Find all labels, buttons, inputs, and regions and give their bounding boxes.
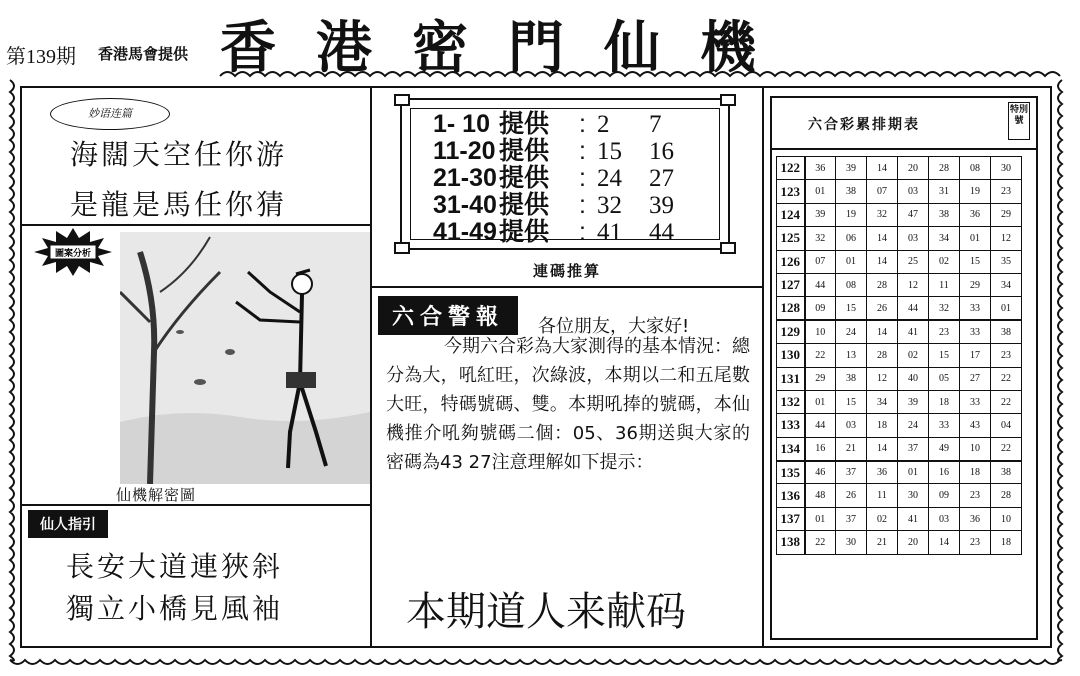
table-row (777, 437, 1022, 460)
number-cell: 13 (836, 344, 867, 367)
number-cell: 39 (805, 203, 836, 226)
calc-row (433, 192, 719, 219)
number-cell: 38 (836, 367, 867, 390)
number-cell: 07 (805, 250, 836, 273)
number-cell: 18 (867, 414, 898, 437)
number-cell: 36 (960, 203, 991, 226)
table-row (777, 180, 1022, 203)
poem-line: 長安大道連狹斜 (66, 550, 284, 583)
number-cell: 14 (867, 437, 898, 460)
number-cell: 30 (836, 531, 867, 554)
number-cell: 29 (805, 367, 836, 390)
number-cell: 48 (805, 484, 836, 507)
table-row (777, 390, 1022, 413)
calc-number: 16 (649, 138, 674, 165)
poem-bottom (66, 546, 283, 630)
table-row (777, 507, 1022, 530)
number-cell: 23 (960, 531, 991, 554)
number-cell: 33 (960, 320, 991, 343)
number-cell: 16 (929, 461, 960, 484)
number-cell: 14 (867, 250, 898, 273)
number-cell: 28 (867, 344, 898, 367)
number-cell: 29 (960, 273, 991, 296)
number-cell: 44 (898, 297, 929, 320)
number-cell: 14 (929, 531, 960, 554)
burst-label: 圖案分析 (54, 249, 92, 259)
number-cell: 39 (836, 157, 867, 180)
number-cell: 36 (805, 157, 836, 180)
special-number-badge: 特別號 (1008, 102, 1030, 140)
table-row (777, 250, 1022, 273)
number-cell: 44 (805, 414, 836, 437)
special-number-cell: 35 (991, 250, 1022, 273)
number-cell: 21 (836, 437, 867, 460)
special-number-cell: 23 (991, 344, 1022, 367)
daoren-heading: 本期道人来献码 (406, 589, 686, 635)
number-cell: 37 (836, 461, 867, 484)
calc-row (433, 138, 719, 165)
number-cell: 37 (898, 437, 929, 460)
calc-label: 提供 (499, 110, 550, 138)
colon-separator: : (579, 164, 586, 192)
period-cell: 132 (777, 390, 805, 413)
number-cell: 18 (929, 390, 960, 413)
colon-separator: : (579, 110, 586, 138)
number-cell: 11 (867, 484, 898, 507)
number-cell: 37 (836, 507, 867, 530)
table-row (777, 531, 1022, 554)
number-cell: 19 (960, 180, 991, 203)
draw-results-table (776, 156, 1022, 555)
calc-row (433, 219, 719, 246)
special-number-cell: 28 (991, 484, 1022, 507)
divider (20, 504, 370, 506)
greeting-text: 各位朋友，大家好! (538, 316, 690, 337)
calc-label: 提供 (499, 137, 550, 165)
number-cell: 30 (898, 484, 929, 507)
middle-panel (372, 86, 764, 648)
number-cell: 15 (929, 344, 960, 367)
number-cell: 23 (960, 484, 991, 507)
number-cell: 01 (805, 180, 836, 203)
number-cell: 33 (960, 390, 991, 413)
number-cell: 15 (836, 390, 867, 413)
number-cell: 33 (929, 414, 960, 437)
calc-number: 7 (649, 111, 662, 138)
poem-line: 是龍是馬任你猜 (70, 188, 288, 221)
calc-number: 15 (597, 138, 622, 165)
table-row (777, 344, 1022, 367)
number-cell: 46 (805, 461, 836, 484)
period-cell: 135 (777, 461, 805, 484)
number-cell: 32 (867, 203, 898, 226)
number-cell: 39 (898, 390, 929, 413)
divider (372, 286, 762, 288)
number-cell: 41 (898, 507, 929, 530)
number-cell: 14 (867, 320, 898, 343)
period-cell: 136 (777, 484, 805, 507)
calc-caption: 連碼推算 (532, 262, 601, 280)
tag-badge: 妙语连篇 (50, 98, 170, 130)
table-row (777, 227, 1022, 250)
period-cell: 133 (777, 414, 805, 437)
number-cell: 01 (898, 461, 929, 484)
number-cell: 08 (836, 273, 867, 296)
table-row (777, 157, 1022, 180)
issue-number: 第139期 (6, 46, 76, 68)
number-cell: 24 (898, 414, 929, 437)
calc-number: 44 (649, 219, 674, 246)
calc-range: 1- 10 (433, 110, 490, 138)
special-number-cell: 38 (991, 320, 1022, 343)
period-cell: 130 (777, 344, 805, 367)
table-row (777, 297, 1022, 320)
number-cell: 15 (960, 250, 991, 273)
number-cell: 22 (805, 531, 836, 554)
period-cell: 127 (777, 273, 805, 296)
number-cell: 31 (929, 180, 960, 203)
calc-label: 提供 (499, 218, 550, 246)
period-cell: 134 (777, 437, 805, 460)
colon-separator: : (579, 137, 586, 165)
special-number-cell: 01 (991, 297, 1022, 320)
calc-number: 24 (597, 165, 622, 192)
number-cell: 36 (867, 461, 898, 484)
calc-row (433, 165, 719, 192)
calc-row (433, 111, 719, 138)
number-cell: 24 (836, 320, 867, 343)
number-cell: 20 (898, 531, 929, 554)
period-cell: 137 (777, 507, 805, 530)
draw-table-frame (770, 96, 1038, 640)
number-cell: 03 (898, 227, 929, 250)
special-number-cell: 22 (991, 437, 1022, 460)
poem-line: 獨立小橋見風袖 (66, 592, 284, 625)
illustration-caption: 仙機解密圖 (116, 486, 197, 504)
number-cell: 02 (929, 250, 960, 273)
alert-body: 今期六合彩為大家測得的基本情況：總分為大，吼紅旺，次綠波，本期以二和五尾數大旺，特碼號碼、雙。本期吼捧的號碼，本仙機推介吼夠號碼二個：05、36期送與大家的密碼為43 27注意理解如下提示： (386, 336, 750, 473)
number-cell: 20 (898, 157, 929, 180)
number-cell: 19 (836, 203, 867, 226)
number-cell: 38 (836, 180, 867, 203)
calc-rows (410, 108, 720, 246)
calc-range: 11-20 (433, 137, 496, 165)
number-cell: 03 (836, 414, 867, 437)
period-cell: 129 (777, 320, 805, 343)
divider (20, 224, 370, 226)
number-cell: 02 (898, 344, 929, 367)
period-cell: 138 (777, 531, 805, 554)
number-cell: 12 (867, 367, 898, 390)
special-number-cell: 10 (991, 507, 1022, 530)
number-cell: 10 (960, 437, 991, 460)
corner-ornament-icon (720, 242, 736, 254)
number-cell: 49 (929, 437, 960, 460)
period-cell: 125 (777, 227, 805, 250)
immortal-guide-label: 仙人指引 (28, 510, 108, 538)
table-row (777, 484, 1022, 507)
number-cell: 32 (929, 297, 960, 320)
provider-label: 香港馬會提供 (98, 45, 189, 63)
number-cell: 08 (960, 157, 991, 180)
colon-separator: : (579, 218, 586, 246)
special-number-cell: 22 (991, 367, 1022, 390)
calc-box (400, 98, 730, 250)
calc-number: 2 (597, 111, 610, 138)
table-row (777, 273, 1022, 296)
number-cell: 11 (929, 273, 960, 296)
number-cell: 33 (960, 297, 991, 320)
number-cell: 01 (836, 250, 867, 273)
poem-line: 海闊天空任你游 (70, 138, 288, 171)
period-cell: 123 (777, 180, 805, 203)
table-row (777, 320, 1022, 343)
number-cell: 12 (898, 273, 929, 296)
period-cell: 124 (777, 203, 805, 226)
calc-number: 32 (597, 192, 622, 219)
number-cell: 38 (929, 203, 960, 226)
corner-ornament-icon (720, 94, 736, 106)
starburst-icon (34, 228, 112, 276)
calc-number: 27 (649, 165, 674, 192)
number-cell: 17 (960, 344, 991, 367)
number-cell: 16 (805, 437, 836, 460)
number-cell: 06 (836, 227, 867, 250)
special-number-cell: 23 (991, 180, 1022, 203)
number-cell: 09 (929, 484, 960, 507)
number-cell: 15 (836, 297, 867, 320)
number-cell: 36 (960, 507, 991, 530)
number-cell: 27 (960, 367, 991, 390)
colon-separator: : (579, 191, 586, 219)
special-number-cell: 18 (991, 531, 1022, 554)
number-cell: 10 (805, 320, 836, 343)
number-cell: 34 (867, 390, 898, 413)
table-row (777, 461, 1022, 484)
page-title: 香港密門仙機 (220, 16, 796, 81)
special-number-cell: 34 (991, 273, 1022, 296)
calc-range: 41-49 (433, 218, 497, 246)
number-cell: 32 (805, 227, 836, 250)
period-cell: 122 (777, 157, 805, 180)
table-row (777, 414, 1022, 437)
number-cell: 01 (805, 390, 836, 413)
special-number-cell: 30 (991, 157, 1022, 180)
number-cell: 47 (898, 203, 929, 226)
special-number-cell: 29 (991, 203, 1022, 226)
special-number-cell: 04 (991, 414, 1022, 437)
calc-label: 提供 (499, 164, 550, 192)
table-row (777, 367, 1022, 390)
period-cell: 126 (777, 250, 805, 273)
number-cell: 34 (929, 227, 960, 250)
period-cell: 131 (777, 367, 805, 390)
special-number-cell: 38 (991, 461, 1022, 484)
number-cell: 02 (867, 507, 898, 530)
table-row (777, 203, 1022, 226)
calc-label: 提供 (499, 191, 550, 219)
special-number-cell: 22 (991, 390, 1022, 413)
number-cell: 03 (929, 507, 960, 530)
sage-illustration (120, 232, 370, 484)
number-cell: 26 (836, 484, 867, 507)
number-cell: 22 (805, 344, 836, 367)
right-panel (764, 86, 1052, 648)
calc-number: 39 (649, 192, 674, 219)
corner-ornament-icon (394, 94, 410, 106)
number-cell: 25 (898, 250, 929, 273)
left-panel (20, 86, 372, 648)
calc-number: 41 (597, 219, 622, 246)
number-cell: 40 (898, 367, 929, 390)
number-cell: 26 (867, 297, 898, 320)
number-cell: 05 (929, 367, 960, 390)
number-cell: 43 (960, 414, 991, 437)
alert-label: 六合警報 (378, 296, 518, 335)
calc-range: 31-40 (433, 191, 497, 219)
table-header (772, 98, 1036, 150)
calc-range: 21-30 (433, 164, 497, 192)
number-cell: 01 (960, 227, 991, 250)
number-cell: 09 (805, 297, 836, 320)
number-cell: 18 (960, 461, 991, 484)
number-cell: 07 (867, 180, 898, 203)
number-cell: 21 (867, 531, 898, 554)
number-cell: 28 (929, 157, 960, 180)
number-cell: 03 (898, 180, 929, 203)
number-cell: 14 (867, 157, 898, 180)
corner-ornament-icon (394, 242, 410, 254)
number-cell: 14 (867, 227, 898, 250)
number-cell: 28 (867, 273, 898, 296)
number-cell: 01 (805, 507, 836, 530)
table-title: 六合彩累排期表 (808, 117, 920, 133)
number-cell: 44 (805, 273, 836, 296)
poem-top (70, 130, 287, 230)
special-number-cell: 12 (991, 227, 1022, 250)
number-cell: 41 (898, 320, 929, 343)
period-cell: 128 (777, 297, 805, 320)
number-cell: 23 (929, 320, 960, 343)
